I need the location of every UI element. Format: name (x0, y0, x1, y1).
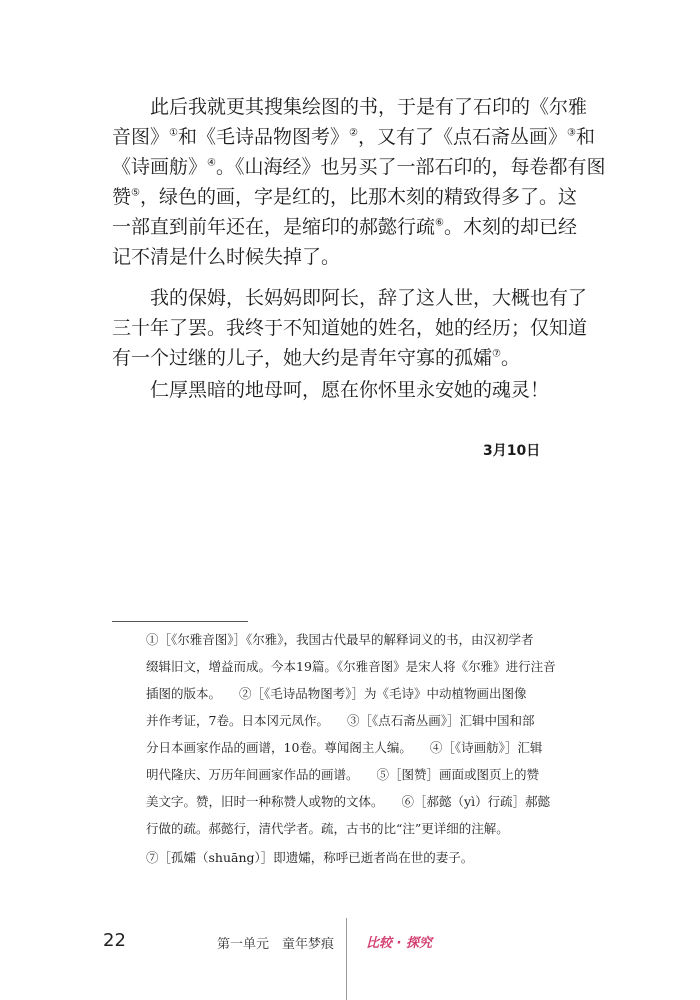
footnote-line-7: 美文字。赞，旧时一种称赞人或物的文体。 ⑥［郝懿（yì）行疏］郝懿 (146, 794, 551, 809)
p2-line3: 有一个过继的儿子，她大约是青年守寡的孤孀⑦。 (112, 347, 520, 369)
p1-line4: 赞⑤，绿色的画，字是红的，比那木刻的精致得多了。这 (112, 186, 577, 208)
footnote-ref-7[interactable]: ⑦ (492, 348, 501, 360)
footer-divider (346, 918, 347, 1000)
p1-line2: 音图》①和《毛诗品物图考》②，又有了《点石斋丛画》③和 (112, 126, 595, 148)
p3-line1: 仁厚黑暗的地母呵，愿在你怀里永安她的魂灵！ (150, 379, 550, 401)
p1-line1: 此后我就更其搜集绘图的书，于是有了石印的《尔雅 (150, 96, 588, 118)
page-number: 22 (103, 930, 126, 951)
footnote-line-2: 缀辑旧文，增益而成。今本19篇。《尔雅音图》是宋人将《尔雅》进行注音 (146, 659, 556, 674)
footnote-line-9: ⑦［孤孀（shuāng）］即遗孀，称呼已逝者尚在世的妻子。 (146, 850, 474, 865)
footnote-line-1: ①［《尔雅音图》］《尔雅》，我国古代最早的解释词义的书，由汉初学者 (146, 632, 534, 647)
p1-line3: 《诗画舫》④。《山海经》也另买了一部石印的，每卷都有图 (112, 156, 606, 178)
footnote-line-5: 分日本画家作品的画谱，10卷。尊闻阁主人编。 ④［《诗画舫》］汇辑 (146, 740, 543, 755)
p2-line1: 我的保姆，长妈妈即阿长，辞了这人世，大概也有了 (150, 287, 588, 309)
footnote-line-3: 插图的版本。 ②［《毛诗品物图考》］为《毛诗》中动植物画出图像 (146, 686, 527, 701)
footnote-ref-4[interactable]: ④ (207, 157, 216, 169)
footnote-ref-3[interactable]: ③ (566, 127, 576, 139)
section-title: 比较 · 探究 (366, 936, 432, 951)
p2-line2: 三十年了罢。我终于不知道她的姓名，她的经历；仅知道 (112, 317, 588, 339)
date: 3月10日 (483, 443, 541, 459)
footnote-ref-6[interactable]: ⑥ (435, 217, 444, 229)
footnote-separator (112, 621, 248, 622)
p1-line5: 一部直到前年还在，是缩印的郝懿行疏⑥。木刻的却已经 (112, 216, 577, 238)
footnote-line-4: 并作考证，7卷。日本冈元凤作。 ③［《点石斋丛画》］汇辑中国和部 (146, 713, 535, 728)
footnote-line-6: 明代隆庆、万历年间画家作品的画谱。 ⑤［图赞］画面或图页上的赞 (146, 767, 540, 782)
p1-line6: 记不清是什么时候失掉了。 (112, 246, 341, 268)
footnote-line-8: 行做的疏。郝懿行，清代学者。疏，古书的比“注”更详细的注解。 (146, 821, 509, 836)
footnote-ref-5[interactable]: ⑤ (131, 187, 140, 199)
unit-title: 第一单元 童年梦痕 (217, 937, 335, 952)
footnote-ref-1[interactable]: ① (169, 127, 178, 139)
footnote-ref-2[interactable]: ② (349, 127, 358, 139)
